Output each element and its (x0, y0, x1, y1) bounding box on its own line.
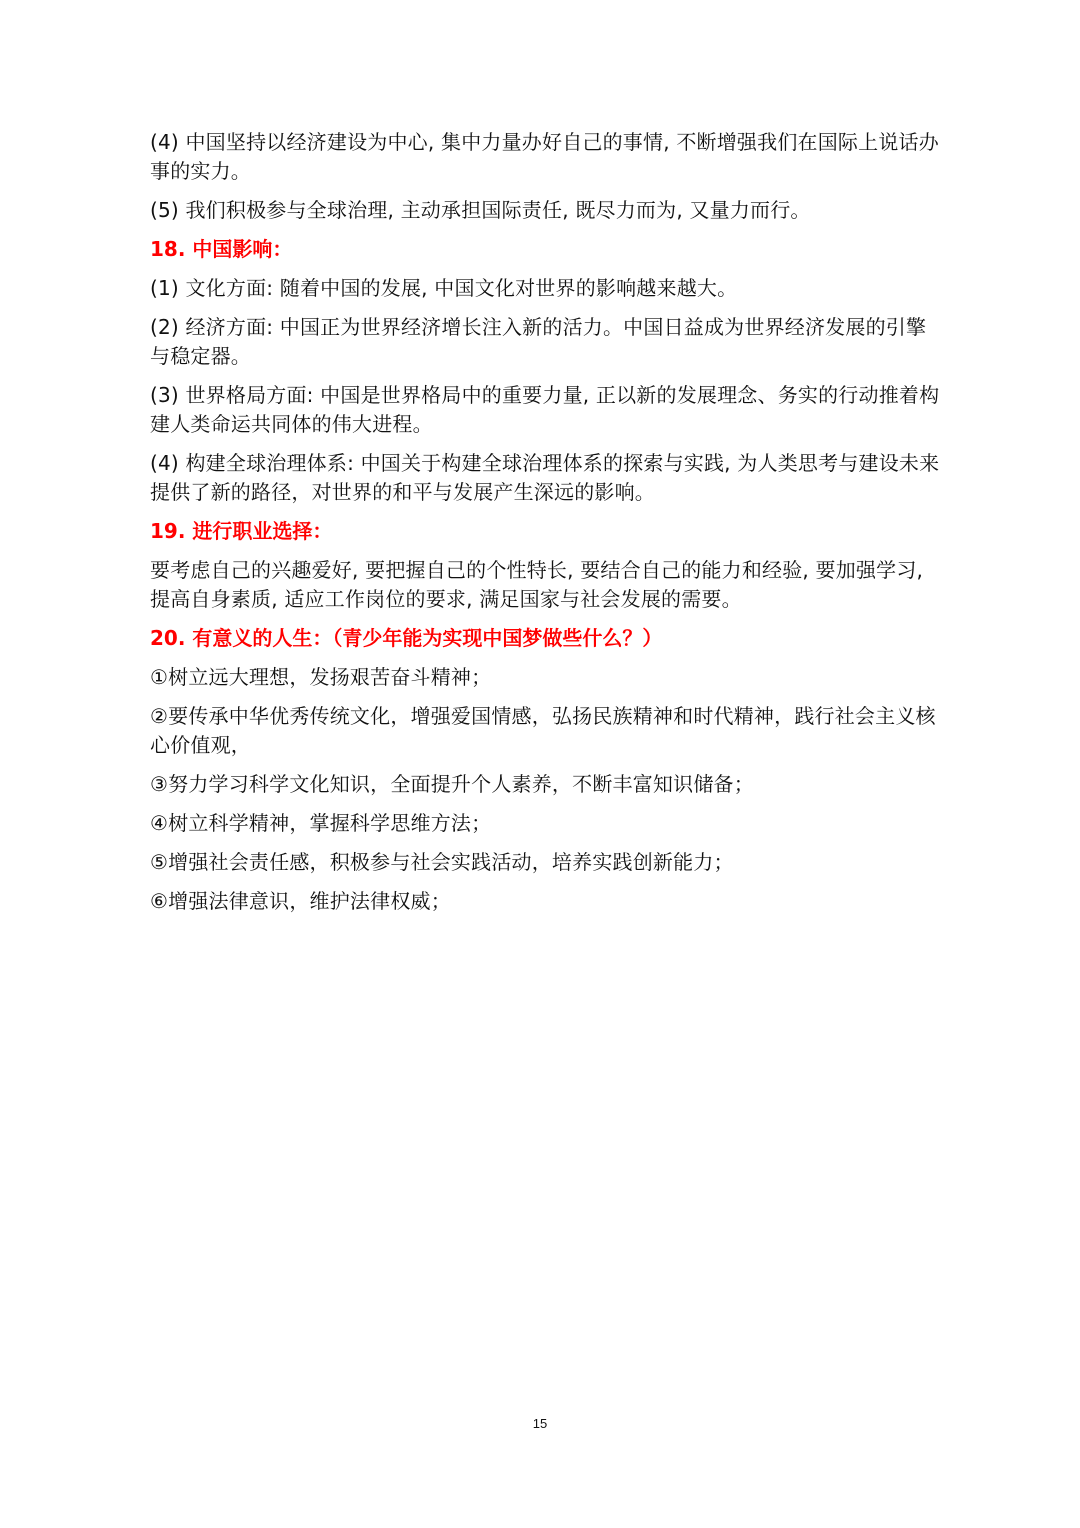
paragraph-economy: (2) 经济方面: 中国正为世界经济增长注入新的活力。中国日益成为世界经济发展的引擎与稳定器。 (150, 315, 927, 368)
list-item-4: ④树立科学精神，掌握科学思维方法； (150, 811, 492, 835)
list-item-6: ⑥增强法律意识，维护法律权威； (150, 889, 451, 913)
document-body (150, 128, 940, 926)
section-heading-19: 19. 进行职业选择： (150, 519, 333, 543)
paragraph-5-global-governance: (5) 我们积极参与全球治理, 主动承担国际责任, 既尽力而为, 又量力而行。 (150, 198, 811, 222)
section-heading-18: 18. 中国影响： (150, 237, 293, 261)
list-item-2: ②要传承中华优秀传统文化，增强爱国情感，弘扬民族精神和时代精神，践行社会主义核心价值观， (150, 704, 936, 757)
paragraph-4-economy-center: (4) 中国坚持以经济建设为中心, 集中力量办好自己的事情, 不断增强我们在国际上说话办事的实力。 (150, 130, 939, 183)
paragraph-world-pattern: (3) 世界格局方面: 中国是世界格局中的重要力量, 正以新的发展理念、务实的行动推着构建人类命运共同体的伟大进程。 (150, 383, 940, 436)
list-item-1: ①树立远大理想，发扬艰苦奋斗精神； (150, 665, 492, 689)
list-item-5: ⑤增强社会责任感，积极参与社会实践活动，培养实践创新能力； (150, 850, 734, 874)
page-number: 15 (532, 1416, 548, 1431)
paragraph-culture: (1) 文化方面: 随着中国的发展, 中国文化对世界的影响越来越大。 (150, 276, 738, 300)
section-heading-20: 20. 有意义的人生：（青少年能为实现中国梦做些什么？） (150, 626, 663, 650)
paragraph-governance-system: (4) 构建全球治理体系: 中国关于构建全球治理体系的探索与实践, 为人类思考与建设未来提供了新的路径，对世界的和平与发展产生深远的影响。 (150, 451, 940, 504)
list-item-3: ③努力学习科学文化知识，全面提升个人素养，不断丰富知识储备； (150, 772, 754, 796)
paragraph-career-choice: 要考虑自己的兴趣爱好, 要把握自己的个性特长, 要结合自己的能力和经验, 要加强学习, 提高自身素质, 适应工作岗位的要求, 满足国家与社会发展的需要。 (150, 558, 924, 611)
